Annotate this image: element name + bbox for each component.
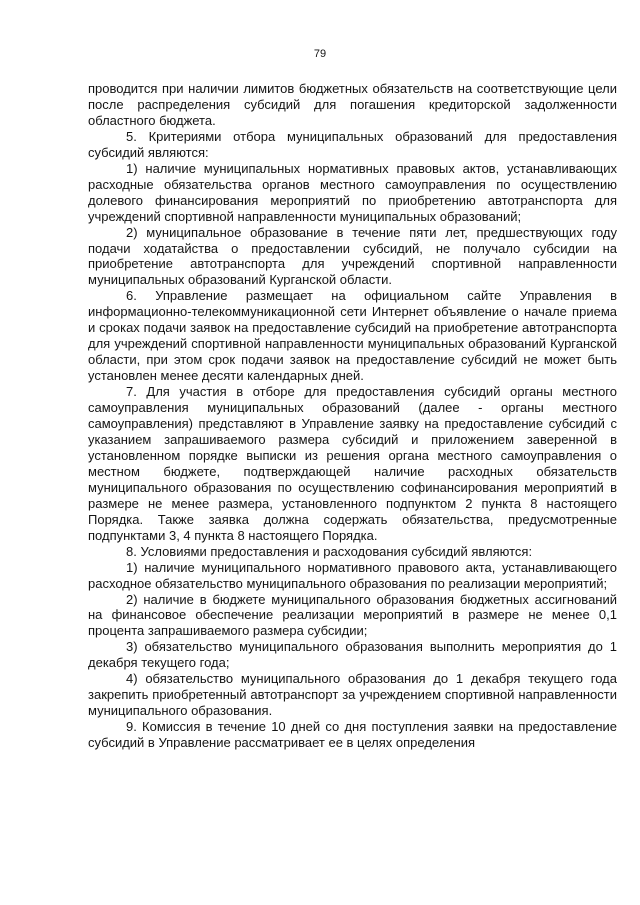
paragraph-item-8: 8. Условиями предоставления и расходования субсидий являются: (126, 543, 533, 559)
paragraph-item-6: 6. Управление размещает на официальном сайте Управления в информационно-телекоммуникационной сети Интернет объявление о начале приема и сроках подачи заявок на предоставление субсидий на приобретение автотранспорта для учреждений спортивной направленности муниципальных образований Курганской области, при этом срок подачи заявок на предоставление субсидий не может быть установлен менее десяти календарных дней. (88, 288, 617, 384)
paragraph-item-9: 9. Комиссия в течение 10 дней со дня поступления заявки на предоставление субсидий в Управление рассматривает ее в целях определения (88, 719, 617, 751)
paragraph-item-8-2: 2) наличие в бюджете муниципального образования бюджетных ассигнований на финансовое обеспечение реализации мероприятий в размере не менее 0,1 процента запрашиваемого размера субсидии; (88, 591, 617, 639)
paragraph-item-7: 7. Для участия в отборе для предоставления субсидий органы местного самоуправления муниципальных образований (далее - органы местного самоуправления) представляют в Управление заявку на предоставление субсидий с указанием запрашиваемого размера субсидий и приложением заверенной в установленном порядке выписки из решения органа местного самоуправления о местном бюджете, подтверждающей наличие расходных обязательств муниципального образования по осуществлению софинансирования мероприятий в размере не менее размера, установленного подпунктом 2 пункта 8 настоящего Порядка. Также заявка должна содержать обязательства, предусмотренные подпунктами 3, 4 пункта 8 настоящего Порядка. (88, 384, 617, 543)
paragraph-item-5: 5. Критериями отбора муниципальных образований для предоставления субсидий являются: (88, 128, 617, 160)
page-number: 79 (313, 48, 327, 60)
paragraph-continuation: проводится при наличии лимитов бюджетных обязательств на соответствующие цели после распределения субсидий для погашения кредиторской задолженности областного бюджета. (88, 81, 617, 128)
paragraph-item-8-3: 3) обязательство муниципального образования выполнить мероприятия до 1 декабря текущего года; (88, 639, 617, 671)
paragraph-item-8-4: 4) обязательство муниципального образования до 1 декабря текущего года закрепить приобретенный автотранспорт за учреждением спортивной направленности муниципального образования. (88, 671, 617, 719)
paragraph-item-5-2: 2) муниципальное образование в течение пяти лет, предшествующих году подачи ходатайства о предоставлении субсидий, не получало субсидии на приобретение автотранспорта для учреждений спортивной направленности муниципальных образований Курганской области. (88, 224, 617, 288)
paragraph-item-5-1: 1) наличие муниципальных нормативных правовых актов, устанавливающих расходные обязательства органов местного самоуправления по осуществлению долевого финансирования мероприятий по приобретению автотранспорта для учреждений спортивной направленности муниципальных образований; (88, 160, 617, 224)
paragraph-item-8-1: 1) наличие муниципального нормативного правового акта, устанавливающего расходное обязательство муниципального образования по реализации мероприятий; (88, 559, 617, 591)
document-body (88, 81, 617, 751)
